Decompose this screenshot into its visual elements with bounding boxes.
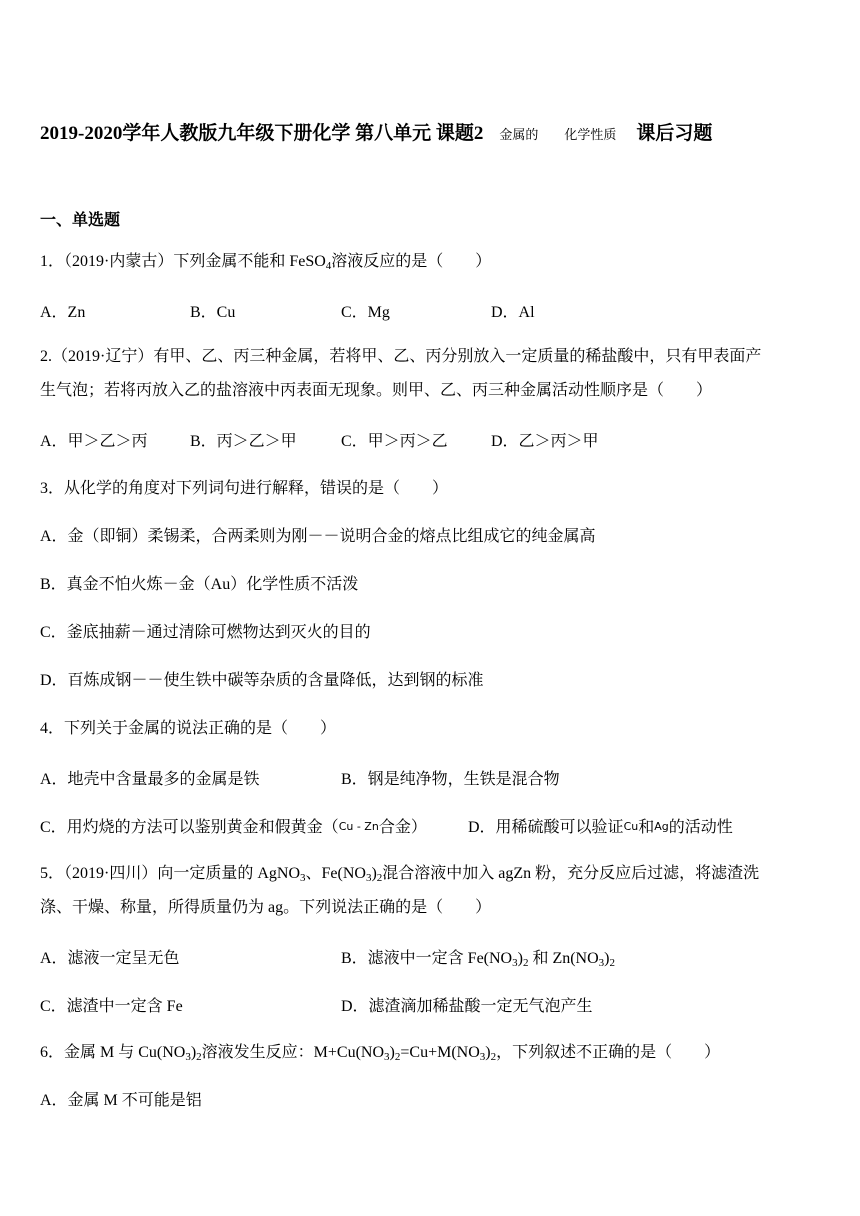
q2-option-c: C．甲＞丙＞乙: [341, 433, 448, 450]
q3-option-b: B．真金不怕火炼－金（Au）化学性质不活泼: [40, 576, 359, 593]
q6-option-a: A．金属 M 不可能是铝: [40, 1092, 202, 1109]
q5-b-text: B．滤液中一定含 Fe(NO: [341, 950, 513, 967]
q6-p1: 6．金属 M 与 Cu(NO: [40, 1044, 186, 1061]
q4-d-tail: 的活动性: [668, 819, 733, 836]
q6-p3: 溶液发生反应：M+Cu(NO: [201, 1044, 385, 1061]
q4-d-ag: Ag: [654, 820, 669, 833]
q1-subscript: 4: [325, 260, 332, 272]
q5-sub-b: 3: [300, 872, 306, 884]
question-2-line-2: 生气泡；若将丙放入乙的盐溶液中丙表面无现象。则甲、乙、丙三种金属活动性顺序是（ ）: [40, 382, 713, 399]
q6-p5: =Cu+M(NO: [400, 1044, 480, 1061]
q4-option-a: A．地壳中含量最多的金属是铁: [40, 771, 260, 788]
q2-option-a: A．甲＞乙＞丙: [40, 433, 148, 450]
q5-option-d: D．滤渣滴加稀盐酸一定无气泡产生: [341, 998, 593, 1015]
q4-c-tail: 合金）: [378, 819, 427, 836]
question-3-stem: 3．从化学的角度对下列词句进行解释，错误的是（ ）: [40, 480, 449, 497]
title-small-1: 金属的: [499, 127, 539, 142]
q4-option-c: [40, 814, 427, 837]
q1-option-b: B．Cu: [190, 304, 236, 321]
question-4-stem: 4．下列关于金属的说法正确的是（ ）: [40, 720, 337, 737]
q3-option-d: D．百炼成钢－－使生铁中碳等杂质的含量降低，达到钢的标准: [40, 672, 484, 689]
q4-c-formula: Cu - Zn: [338, 820, 379, 833]
question-2-line-1: 2.（2019·辽宁）有甲、乙、丙三种金属，若将甲、乙、丙分别放入一定质量的稀盐酸中，只有甲表面产: [40, 348, 762, 365]
q6-s1: 3: [185, 1051, 191, 1063]
q6-s3: 3: [384, 1051, 390, 1063]
q1-option-a: A．Zn: [40, 304, 86, 321]
question-1-stem: [40, 250, 491, 274]
q5-text-a: 5．（2019·四川）向一定质量的 AgNO: [40, 865, 300, 882]
q4-option-d: [468, 814, 733, 837]
q5-option-a: A．滤液一定呈无色: [40, 950, 180, 967]
q5-option-b: [341, 945, 615, 968]
title-main: 2019-2020学年人教版九年级下册化学 第八单元 课题2: [40, 123, 484, 144]
q6-p6: ): [485, 1044, 491, 1061]
q6-p2: ): [190, 1044, 197, 1061]
q3-option-a: A．金（即铜）柔锡柔，合两柔则为刚－－说明合金的熔点比组成它的纯金属高: [40, 528, 596, 545]
q1-stem-tail: 溶液反应的是（ ）: [331, 253, 492, 270]
q5-b-m2: 和 Zn(NO: [528, 950, 599, 967]
q1-option-d: D．Al: [491, 304, 535, 321]
q4-c-text: C．用灼烧的方法可以鉴别黄金和假黄金（: [40, 819, 339, 836]
q5-b-m1: ): [517, 950, 523, 967]
q6-p7: ，下列叙述不正确的是（ ）: [496, 1044, 721, 1061]
q6-s6: 2: [490, 1051, 497, 1063]
q2-option-b: B．丙＞乙＞甲: [190, 433, 297, 450]
q4-d-mid: 和: [638, 819, 655, 836]
q4-d-text: D．用稀硫酸可以验证: [468, 819, 624, 836]
q3-option-c: C．釜底抽薪－通过清除可燃物达到灭火的目的: [40, 624, 371, 641]
q5-text-g: 混合溶液中加入 agZn 粉，充分反应后过滤，将滤渣洗: [382, 865, 760, 882]
q5-b-sub-4: 2: [609, 957, 615, 969]
q1-option-c: C．Mg: [341, 304, 390, 321]
q5-text-c: 、Fe(NO: [305, 865, 366, 882]
question-6-stem: [40, 1041, 720, 1065]
q5-b-sub-2: 2: [522, 957, 529, 969]
q5-sub-f: 2: [376, 872, 383, 884]
q4-d-cu: Cu: [623, 820, 639, 833]
question-5-line-1: [40, 862, 759, 886]
q5-sub-d: 3: [365, 872, 372, 884]
q5-b-sub-3: 3: [598, 957, 605, 969]
q6-s5: 3: [479, 1051, 486, 1063]
question-5-line-2: 涤、干燥、称量，所得质量仍为 ag。下列说法正确的是（ ）: [40, 899, 492, 916]
q4-option-b: B．钢是纯净物，生铁是混合物: [341, 771, 560, 788]
q5-b-m3: ): [604, 950, 610, 967]
title-tail: 课后习题: [636, 123, 713, 144]
section-heading: 一、单选题: [40, 212, 121, 229]
q5-b-sub-1: 3: [512, 957, 518, 969]
q5-option-c: C．滤渣中一定含 Fe: [40, 998, 183, 1015]
q1-stem-text: 1．（2019·内蒙古）下列金属不能和 FeSO: [40, 253, 326, 270]
q6-s2: 2: [196, 1051, 202, 1063]
title-small-2: 化学性质: [564, 127, 617, 142]
document-title: [40, 118, 712, 145]
q2-option-d: D．乙＞丙＞甲: [491, 433, 599, 450]
q6-p4: ): [389, 1044, 395, 1061]
q5-text-e: ): [371, 865, 377, 882]
q6-s4: 2: [394, 1051, 401, 1063]
